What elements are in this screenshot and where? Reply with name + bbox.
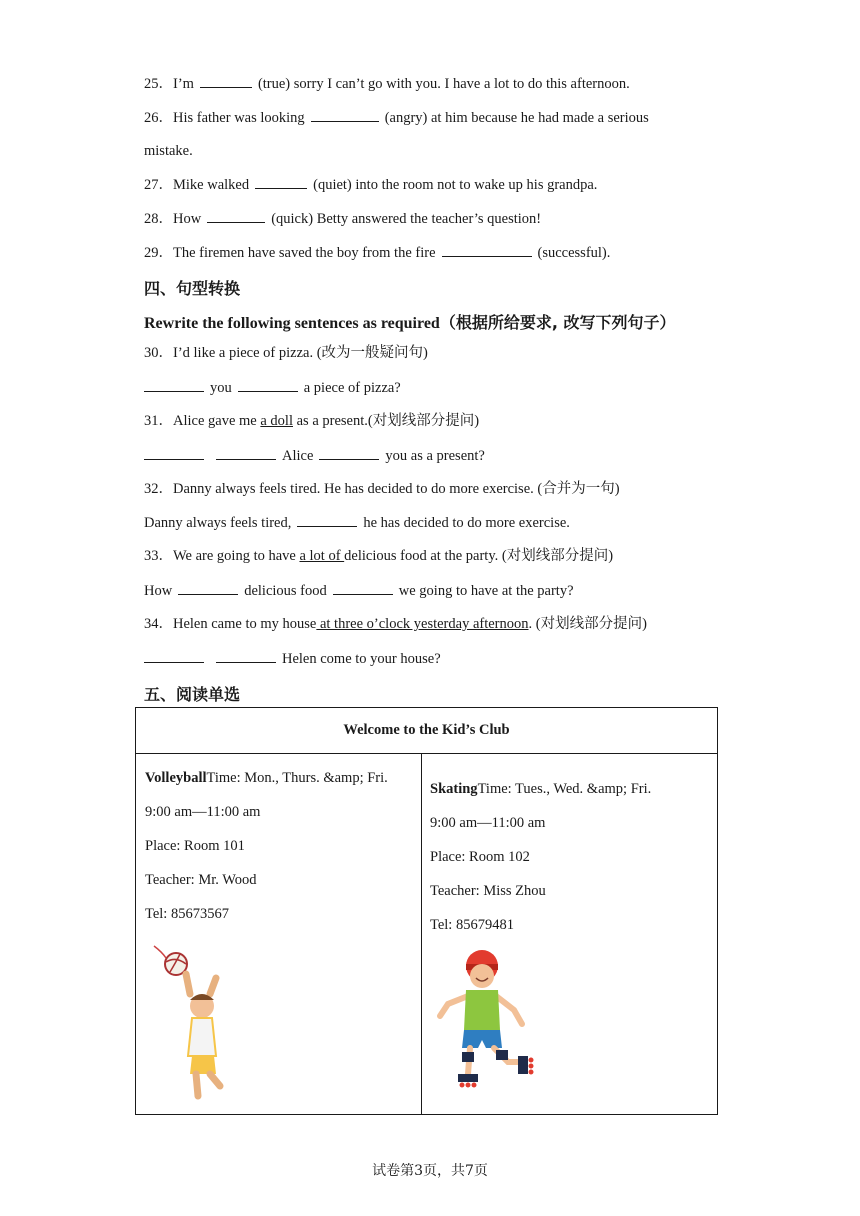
question-32-answer: Danny always feels tired, he has decided to do more exercise. bbox=[144, 515, 570, 531]
answer-blank[interactable] bbox=[311, 108, 379, 122]
volleyball-time: VolleyballTime: Mon., Thurs. &amp; Fri. bbox=[145, 770, 388, 786]
skater-illustration bbox=[430, 944, 540, 1094]
question-33-answer: How delicious food we going to have at the party? bbox=[144, 583, 574, 599]
skating-place: Place: Room 102 bbox=[430, 849, 530, 865]
skating-tel: Tel: 85679481 bbox=[430, 917, 514, 933]
question-29: 29．The firemen have saved the boy from the fire (successful). bbox=[144, 245, 611, 261]
kids-club-table bbox=[135, 707, 718, 1115]
answer-blank[interactable] bbox=[297, 513, 357, 527]
question-34-answer: Helen come to your house? bbox=[144, 649, 441, 668]
question-30-answer: you a piece of pizza? bbox=[144, 378, 401, 397]
question-33: 33．We are going to have a lot of delicious food at the party. (对划线部分提问) bbox=[144, 548, 614, 564]
club-title: Welcome to the Kid’s Club bbox=[136, 708, 718, 754]
answer-blank[interactable] bbox=[178, 581, 238, 595]
question-25: 25．I’m (true) sorry I can’t go with you. I have a lot to do this afternoon. bbox=[144, 76, 630, 92]
question-27: 27．Mike walked (quiet) into the room not to wake up his grandpa. bbox=[144, 177, 598, 193]
answer-blank[interactable] bbox=[200, 74, 252, 88]
question-26: 26．His father was looking (angry) at him because he had made a serious bbox=[144, 110, 649, 126]
answer-blank[interactable] bbox=[442, 243, 532, 257]
answer-blank[interactable] bbox=[238, 378, 298, 392]
question-30: 30．I’d like a piece of pizza. (改为一般疑问句) bbox=[144, 345, 428, 361]
answer-blank[interactable] bbox=[333, 581, 393, 595]
section-4-heading: 四、句型转换 bbox=[144, 279, 241, 298]
volleyball-hours: 9:00 am—11:00 am bbox=[145, 804, 261, 820]
skating-cell bbox=[422, 754, 718, 1115]
volleyball-tel: Tel: 85673567 bbox=[145, 906, 229, 922]
volleyball-teacher: Teacher: Mr. Wood bbox=[145, 872, 257, 888]
volleyball-player-illustration bbox=[142, 934, 242, 1104]
question-31-answer: Alice you as a present? bbox=[144, 446, 485, 465]
volleyball-place: Place: Room 101 bbox=[145, 838, 245, 854]
skating-time: SkatingTime: Tues., Wed. &amp; Fri. bbox=[430, 781, 652, 797]
answer-blank[interactable] bbox=[144, 446, 204, 460]
question-32: 32．Danny always feels tired. He has decided to do more exercise. (合并为一句) bbox=[144, 481, 620, 497]
answer-blank[interactable] bbox=[255, 175, 307, 189]
answer-blank[interactable] bbox=[319, 446, 379, 460]
page-footer: 试卷第3页，共7页 bbox=[372, 1163, 488, 1179]
skating-hours: 9:00 am—11:00 am bbox=[430, 815, 546, 831]
answer-blank[interactable] bbox=[144, 649, 204, 663]
answer-blank[interactable] bbox=[216, 649, 276, 663]
section-5-heading: 五、阅读单选 bbox=[144, 685, 241, 704]
answer-blank[interactable] bbox=[216, 446, 276, 460]
question-34: 34．Helen came to my house at three o’clock yesterday afternoon. (对划线部分提问) bbox=[144, 616, 647, 632]
answer-blank[interactable] bbox=[144, 378, 204, 392]
question-28: 28．How (quick) Betty answered the teacher’s question! bbox=[144, 211, 542, 227]
question-26-continued: mistake. bbox=[144, 143, 193, 159]
answer-blank[interactable] bbox=[207, 209, 265, 223]
skating-teacher: Teacher: Miss Zhou bbox=[430, 883, 546, 899]
volleyball-cell bbox=[136, 754, 422, 1115]
section-4-instructions: Rewrite the following sentences as required（根据所给要求, 改写下列句子） bbox=[144, 313, 676, 332]
question-31: 31．Alice gave me a doll as a present.(对划线部分提问) bbox=[144, 413, 480, 429]
